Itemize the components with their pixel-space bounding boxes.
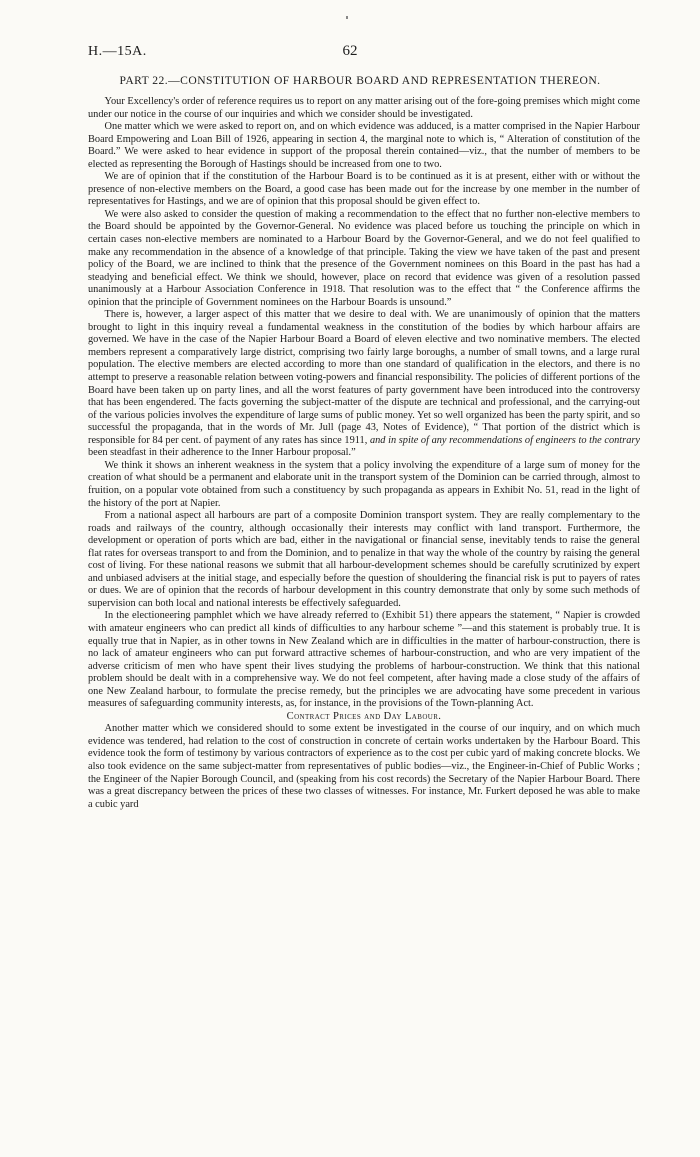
paragraph (88, 309, 640, 460)
paragraph: We were also asked to consider the question of making a recommendation to the effect that no further non-elective members to the Board should be appointed by the Governor-General. No evidence was placed before us touching the principle on which in certain cases non-elective members are nominated to a Harbour Board by the Governor-General, and we do not feel qualified to make any recommendation in the absence of a knowledge of that principle. Taking the view we have taken of the past and present policy of the Board, we are inclined to think that the presence of the Government nominees on this Board in the past has had a steadying and beneficial effect. We think we should, however, place on record that evidence was given of a resolution passed unanimously at a Harbour Association Conference in 1918. That resolution was to the effect that “ the Conference affirms the opinion that the principle of Government nominees on the Harbour Boards is unsound.” (88, 208, 640, 308)
page-number: 62 (342, 43, 358, 59)
section-subheading: Contract Prices and Day Labour. (286, 710, 442, 722)
paragraph-text: There is, however, a larger aspect of this matter that we desire to deal with. We are unanimously of opinion that the matters brought to light in this inquiry reveal a fundamental weakness in the constitution of the bodies by which harbour affairs are governed. We have in the case of the Napier Harbour Board a Board of eleven elective and two nominative members. The elected members represent a comparatively large district, comprising two fairly large boroughs, a number of small towns, and a large rural population. The elective members are elected according to more than one standard of qualification in the electors, and there is no attempt to preserve a reasonable relation between voting-powers and financial responsibility. The policies of different portions of the Board have been taken up on party lines, and all the worst features of party government have been introduced into the controversy that has been engendered. The facts governing the subject-matter of the dispute are technical and professional, and the carrying-out of the various policies involves the expenditure of large sums of public money. Yet so well organized has been the party spirit, and so successful the propaganda, that in the words of Mr. Jull (page 43, Notes of Evidence), “ That portion of the district which is responsible for 84 per cent. of payment of any rates has since 1911, (88, 309, 640, 446)
paragraph-text: been steadfast in their adherence to the Inner Harbour proposal.” (88, 447, 356, 459)
paragraph: In the electioneering pamphlet which we have already referred to (Exhibit 51) there appears the statement, “ Napier is crowded with amateur engineers who can predict all kinds of difficulties to any harbour scheme ”—and this statement is probably true. It is equally true that in Napier, as in other towns in New Zealand which are in difficulties in the matter of harbour-construction, there is no lack of amateur engineers who can put forward attractive schemes of harbour-construction, and who are very impatient of the adverse criticism of men who have spent their lives studying the problems of harbour-construction. We think that this national problem should be dealt with in a comprehensive way. We do not feel competent, after having made a close study of the affairs of one New Zealand harbour, to formulate the precise remedy, but the principles we are advocating have some precedent in various measures of safeguarding community interests, as, for instance, in the provisions of the Town-planning Act. (88, 610, 640, 710)
paragraph: One matter which we were asked to report on, and on which evidence was adduced, is a matter comprised in the Napier Harbour Board Empowering and Loan Bill of 1926, appearing in section 4, the marginal note to which is, “ Alteration of constitution of the Board.” We were asked to hear evidence in support of the proposal therein contained—viz., that the number of members to be elected as representing the Borough of Hastings should be increased from one to two. (88, 121, 640, 170)
paragraph: We think it shows an inherent weakness in the system that a policy involving the expenditure of a large sum of money for the creation of what should be a permanent and elaborate unit in the transport system of the Dominion can be carried through, almost to fruition, on a popular vote obtained from such a constituency by such propaganda as appears in Exhibit No. 51, read in the light of the history of the port at Napier. (88, 459, 640, 509)
paragraph: Your Excellency's order of reference requires us to report on any matter arising out of the fore-going premises which might come under our notice in the course of our inquiries and which we consider should be investigated. (88, 96, 640, 120)
scan-mark (346, 16, 348, 19)
paragraph: Another matter which we considered should to some extent be investigated in the course of our inquiry, and on which much evidence was tendered, had relation to the cost of construction in concrete of certain works undertaken by the Harbour Board. This evidence took the form of testimony by various contractors of experience as to the cost per cubic yard of making concrete blocks. We also took evidence on the same subject-matter from representatives of public bodies—viz., the Engineer-in-Chief of Public Works ; the Engineer of the Napier Borough Council, and (speaking from his cost records) the Secretary of the Napier Harbour Board. There was a great discrepancy between the prices of these two classes of witnesses. For instance, Mr. Furkert deposed he was able to make a cubic yard (88, 723, 640, 810)
body-text (88, 96, 640, 811)
document-reference: H.—15A. (88, 44, 147, 59)
paragraph-italic-text: and in spite of any recommendations of engineers to the contrary (369, 434, 640, 446)
paragraph: We are of opinion that if the constitution of the Harbour Board is to be continued as it is at present, either with or without the presence of non-elective members on the Board, a good case has been made out for the increase by one member in the number of representatives for Hastings, and we are of opinion that this proposal should be given effect to. (88, 171, 640, 208)
part-heading: PART 22.—CONSTITUTION OF HARBOUR BOARD AND REPRESENTATION THEREON. (119, 74, 601, 87)
paragraph: From a national aspect all harbours are part of a composite Dominion transport system. They are really complementary to the roads and railways of the country, although occasionally their interests may conflict with land transport. Furthermore, the development or operation of ports which are bad, either in the navigational or financial sense, inevitably tends to raise the general flat rates for overseas transport to and from the Dominion, and to penalize in that way the whole of the country by raising the general cost of living. For these national reasons we submit that all harbour-development schemes should be carefully scrutinized by expert and unbiased advisers at the initial stage, and especially before the question of shouldering the financial risk is put to payers of rates or dues. We are of opinion that the records of harbour development in this country demonstrate that only by some such methods of supervision can both local and national interests be effectively safeguarded. (88, 510, 640, 609)
